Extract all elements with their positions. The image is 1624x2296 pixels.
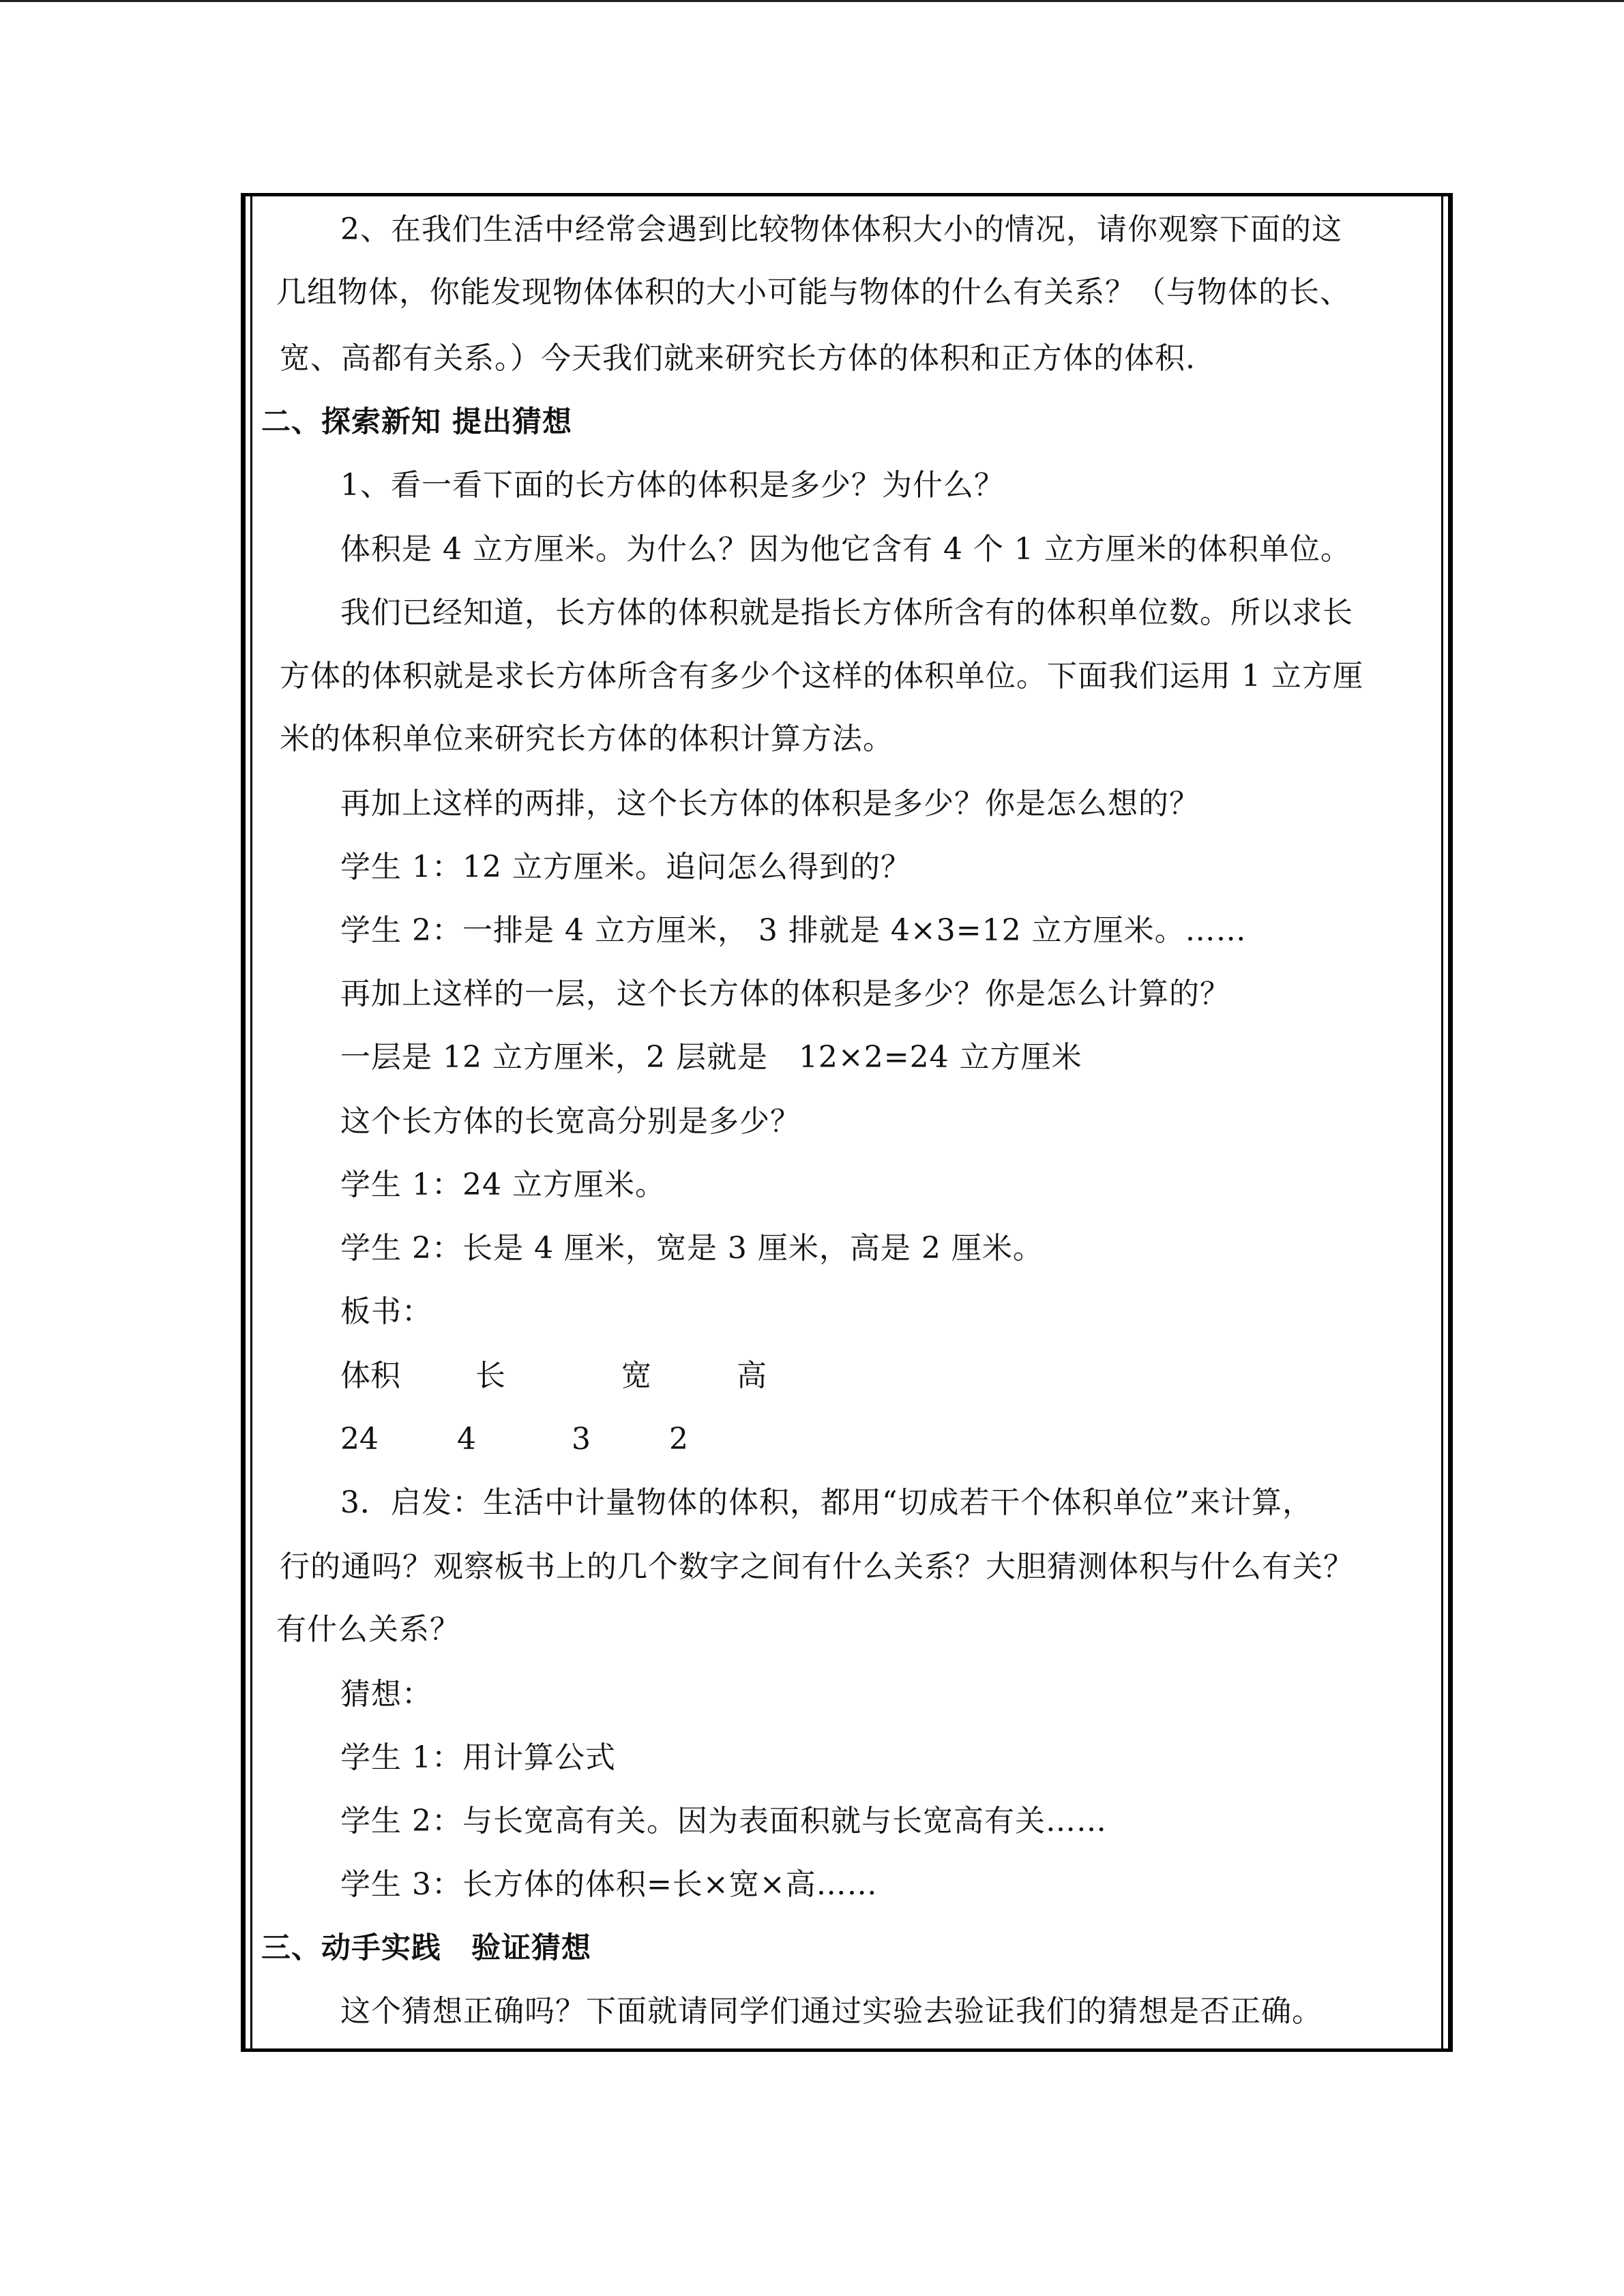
paragraph-line: 再加上这样的一层，这个长方体的体积是多少？你是怎么计算的？ bbox=[340, 976, 1230, 1011]
paragraph-line: 3．启发：生活中计量物体的体积，都用“切成若干个体积单位”来计算， bbox=[340, 1485, 1313, 1520]
paragraph-line: 我们已经知道，长方体的体积就是指长方体所含有的体积单位数。所以求长 bbox=[340, 595, 1353, 630]
frame-left-border-inner bbox=[250, 193, 252, 2052]
section-heading-practice: 三、动手实践 验证猜想 bbox=[261, 1931, 591, 1965]
paragraph-line: 2、在我们生活中经常会遇到比较物体体积大小的情况，请你观察下面的这 bbox=[340, 212, 1342, 247]
paragraph-line: 板书： bbox=[340, 1294, 432, 1329]
board-header-width: 宽 bbox=[621, 1358, 651, 1393]
frame-right-border-inner bbox=[1441, 193, 1443, 2052]
paragraph-line: 米的体积单位来研究长方体的体积计算方法。 bbox=[280, 721, 894, 756]
board-value-volume: 24 bbox=[340, 1422, 379, 1457]
board-header-volume: 体积 bbox=[340, 1358, 400, 1393]
paragraph-line: 1、看一看下面的长方体的体积是多少？为什么？ bbox=[340, 468, 1005, 503]
frame-bottom-border bbox=[241, 2048, 1453, 2052]
paragraph-line: 学生 2：与长宽高有关。因为表面积就与长宽高有关…… bbox=[340, 1804, 1107, 1838]
board-value-width: 3 bbox=[572, 1422, 591, 1457]
paragraph-line: 这个长方体的长宽高分别是多少？ bbox=[340, 1104, 801, 1139]
paragraph-line: 体积是 4 立方厘米。为什么？因为他它含有 4 个 1 立方厘米的体积单位。 bbox=[340, 532, 1351, 567]
paragraph-line: 几组物体，你能发现物体体积的大小可能与物体的什么有关系？（与物体的长、 bbox=[276, 275, 1350, 310]
page-top-rule bbox=[0, 0, 1624, 2]
paragraph-line: 学生 1：24 立方厘米。 bbox=[340, 1167, 666, 1202]
paragraph-line: 再加上这样的两排，这个长方体的体积是多少？你是怎么想的？ bbox=[340, 786, 1200, 821]
paragraph-line: 行的通吗？观察板书上的几个数字之间有什么关系？大胆猜测体积与什么有关？ bbox=[280, 1549, 1354, 1584]
paragraph-line: 这个猜想正确吗？下面就请同学们通过实验去验证我们的猜想是否正确。 bbox=[340, 1994, 1323, 2029]
paragraph-line: 有什么关系？ bbox=[276, 1612, 460, 1647]
paragraph-line: 宽、高都有关系。）今天我们就来研究长方体的体积和正方体的体积. bbox=[280, 341, 1196, 376]
frame-right-border-outer bbox=[1448, 193, 1453, 2052]
paragraph-line: 方体的体积就是求长方体所含有多少个这样的体积单位。下面我们运用 1 立方厘 bbox=[280, 659, 1363, 694]
board-header-length: 长 bbox=[475, 1358, 505, 1393]
frame-top-border bbox=[241, 193, 1453, 196]
paragraph-line: 学生 2：一排是 4 立方厘米， 3 排就是 4×3=12 立方厘米。…… bbox=[340, 913, 1247, 948]
paragraph-line: 学生 2：长是 4 厘米，宽是 3 厘米，高是 2 厘米。 bbox=[340, 1231, 1044, 1266]
paragraph-line: 一层是 12 立方厘米，2 层就是 12×2=24 立方厘米 bbox=[340, 1040, 1082, 1075]
board-value-length: 4 bbox=[457, 1422, 476, 1457]
paragraph-line: 猜想： bbox=[340, 1677, 432, 1712]
paragraph-line: 学生 3：长方体的体积=长×宽×高…… bbox=[340, 1867, 878, 1902]
paragraph-line: 学生 1：用计算公式 bbox=[340, 1740, 616, 1775]
frame-left-border-outer bbox=[241, 193, 246, 2052]
board-value-height: 2 bbox=[669, 1422, 688, 1457]
section-heading-explore: 二、探索新知 提出猜想 bbox=[261, 405, 572, 439]
board-header-height: 高 bbox=[737, 1358, 767, 1393]
paragraph-line: 学生 1：12 立方厘米。追问怎么得到的？ bbox=[340, 850, 911, 884]
